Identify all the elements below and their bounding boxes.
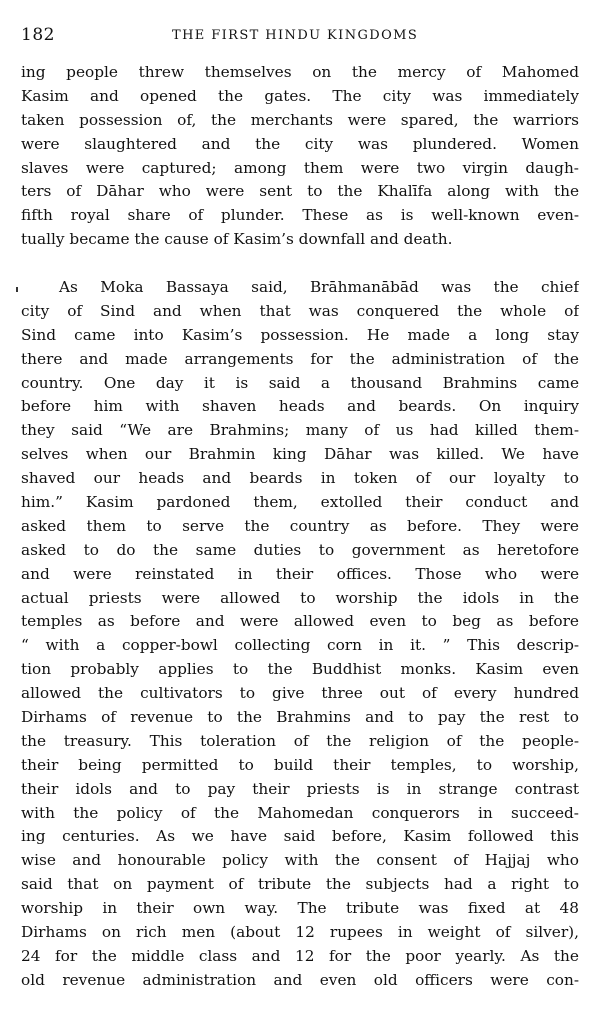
text-line: their idols and to pay their priests is in strange contrast bbox=[21, 779, 579, 798]
text-line: Dirhams of revenue to the Brahmins and to pay the rest to bbox=[21, 708, 579, 727]
text-line: asked them to serve the country as before. They were bbox=[21, 516, 579, 535]
text-line: As Moka Bassaya said, Brāhmanābād was the chief bbox=[59, 278, 579, 296]
page-number: 182 bbox=[21, 25, 55, 45]
text-line: said that on payment of tribute the subjects had a right to bbox=[21, 875, 579, 894]
text-line: they said “We are Brahmins; many of us had killed them- bbox=[21, 421, 579, 440]
text-line: old revenue administration and even old officers were con- bbox=[21, 970, 579, 989]
text-line: were slaughtered and the city was plundered. Women bbox=[21, 134, 579, 153]
text-line: shaved our heads and beards in token of our loyalty to bbox=[21, 469, 579, 488]
text-line: the treasury. This toleration of the religion of the people- bbox=[21, 731, 579, 750]
text-line: him.” Kasim pardoned them, extolled their conduct and bbox=[21, 493, 579, 512]
running-title: THE FIRST HINDU KINGDOMS bbox=[172, 28, 419, 43]
text-line: selves when our Brahmin king Dāhar was killed. We have bbox=[21, 445, 579, 464]
text-line: ing centuries. As we have said before, Kasim followed this bbox=[21, 827, 579, 846]
text-line: city of Sind and when that was conquered the whole of bbox=[21, 301, 579, 320]
text-line: tion probably applies to the Buddhist monks. Kasim even bbox=[21, 660, 579, 679]
text-line: Kasim and opened the gates. The city was immediately bbox=[21, 86, 579, 105]
text-line: before him with shaven heads and beards. On inquiry bbox=[21, 397, 579, 416]
text-line: worship in their own way. The tribute was fixed at 48 bbox=[21, 899, 579, 918]
text-line: country. One day it is said a thousand Brahmins came bbox=[21, 373, 579, 392]
paragraph-2 bbox=[21, 276, 579, 993]
text-line: Sind came into Kasim’s possession. He made a long stay bbox=[21, 325, 579, 344]
text-line: allowed the cultivators to give three out of every hundred bbox=[21, 684, 579, 703]
text-line: with the policy of the Mahomedan conquerors in succeed- bbox=[21, 803, 579, 822]
text-line: asked to do the same duties to government as heretofore bbox=[21, 540, 579, 559]
text-line: and were reinstated in their offices. Those who were bbox=[21, 564, 579, 583]
text-line: Dirhams on rich men (about 12 rupees in weight of silver), bbox=[21, 923, 579, 942]
text-line: tually became the cause of Kasim’s downfall and death. bbox=[21, 230, 453, 249]
text-line: ters of Dāhar who were sent to the Khalīfa along with the bbox=[21, 182, 579, 201]
text-line: there and made arrangements for the administration of the bbox=[21, 349, 579, 368]
text-line: actual priests were allowed to worship the idols in the bbox=[21, 588, 579, 607]
text-line: fifth royal share of plunder. These as is well-known even- bbox=[21, 206, 579, 225]
paragraph-1 bbox=[21, 61, 579, 252]
text-line: slaves were captured; among them were two virgin daugh- bbox=[21, 158, 579, 177]
text-line: temples as before and were allowed even to beg as before bbox=[21, 612, 579, 631]
text-line: ing people threw themselves on the mercy of Mahomed bbox=[21, 63, 579, 81]
text-line: “ with a copper-bowl collecting corn in it. ” This descrip- bbox=[21, 636, 579, 655]
text-line: their being permitted to build their temples, to worship, bbox=[21, 755, 579, 774]
text-line: taken possession of, the merchants were spared, the warriors bbox=[21, 110, 579, 129]
text-line: wise and honourable policy with the consent of Hajjaj who bbox=[21, 851, 579, 870]
margin-mark bbox=[16, 287, 18, 292]
text-line: 24 for the middle class and 12 for the poor yearly. As the bbox=[21, 946, 579, 965]
